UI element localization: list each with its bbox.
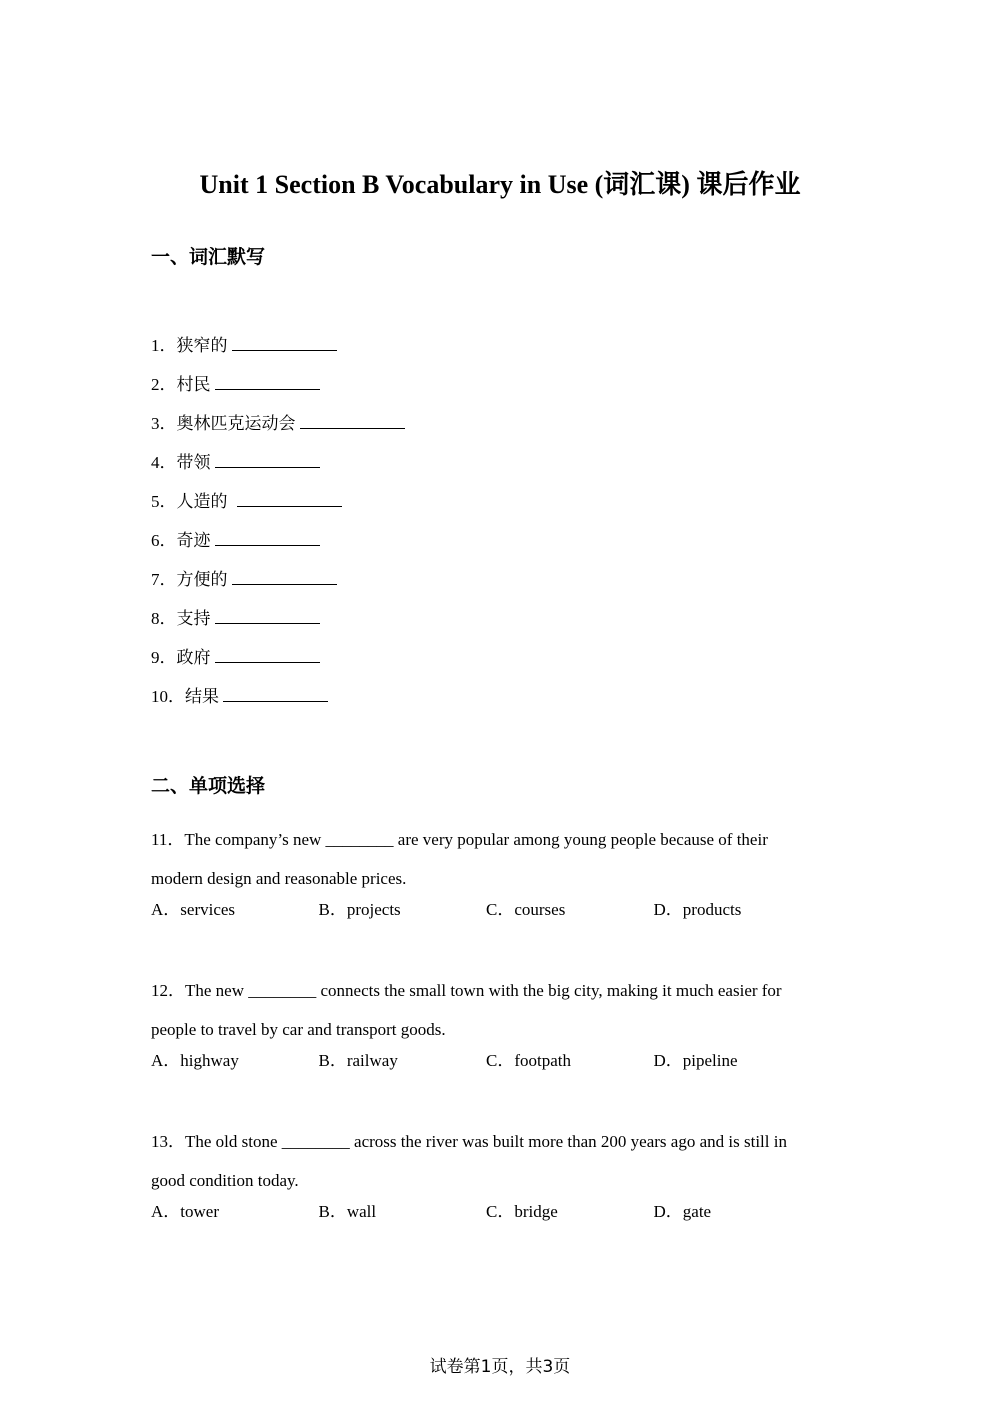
vocab-item bbox=[151, 568, 405, 607]
vocab-word: 结果 bbox=[185, 687, 219, 707]
question-11 bbox=[151, 820, 821, 926]
answer-blank[interactable] bbox=[232, 568, 337, 585]
vocab-number: 3． bbox=[151, 414, 177, 433]
answer-blank[interactable] bbox=[237, 490, 342, 507]
question-13 bbox=[151, 1122, 821, 1228]
vocab-number: 1． bbox=[151, 336, 177, 355]
vocab-word: 奥林匹克运动会 bbox=[176, 414, 296, 434]
option-b[interactable]: B．wall bbox=[318, 1202, 377, 1221]
answer-blank[interactable] bbox=[215, 373, 320, 390]
vocab-number: 9． bbox=[151, 648, 177, 667]
answer-blank[interactable] bbox=[215, 646, 320, 663]
answer-blank[interactable] bbox=[215, 607, 320, 624]
question-12 bbox=[151, 971, 821, 1077]
vocab-word: 狭窄的 bbox=[176, 336, 228, 356]
vocab-item bbox=[151, 529, 405, 568]
option-c[interactable]: C．courses bbox=[486, 900, 566, 919]
vocab-item bbox=[151, 412, 405, 451]
section-heading-multiple-choice: 二、单项选择 bbox=[151, 775, 266, 797]
question-stem: 13．The old stone ________ across the river was built more than 200 years ago and is still in good condition today. bbox=[151, 1132, 787, 1190]
vocab-number: 8． bbox=[151, 609, 177, 628]
vocabulary-list bbox=[151, 334, 405, 724]
vocab-number: 7． bbox=[151, 570, 177, 589]
option-a[interactable]: A．tower bbox=[151, 1202, 219, 1221]
vocab-item bbox=[151, 451, 405, 490]
vocab-number: 4． bbox=[151, 453, 177, 472]
vocab-word: 人造的 bbox=[176, 492, 233, 512]
page-title: Unit 1 Section B Vocabulary in Use (词汇课) 课后作业 bbox=[199, 170, 801, 199]
vocab-number: 2． bbox=[151, 375, 177, 394]
vocab-word: 支持 bbox=[176, 609, 211, 629]
vocab-word: 政府 bbox=[176, 648, 211, 668]
option-d[interactable]: D．pipeline bbox=[653, 1051, 738, 1070]
option-b[interactable]: B．railway bbox=[318, 1051, 398, 1070]
vocab-number: 6． bbox=[151, 531, 177, 550]
answer-blank[interactable] bbox=[232, 334, 337, 351]
option-b[interactable]: B．projects bbox=[318, 900, 401, 919]
option-a[interactable]: A．highway bbox=[151, 1051, 239, 1070]
vocab-word: 带领 bbox=[176, 453, 211, 473]
option-row bbox=[151, 1196, 821, 1228]
option-d[interactable]: D．products bbox=[653, 900, 742, 919]
vocab-item bbox=[151, 607, 405, 646]
option-c[interactable]: C．footpath bbox=[486, 1051, 571, 1070]
vocab-item bbox=[151, 646, 405, 685]
option-row bbox=[151, 1045, 821, 1077]
vocab-number: 10． bbox=[151, 687, 185, 706]
option-d[interactable]: D．gate bbox=[653, 1202, 712, 1221]
page-footer: 试卷第1页，共3页 bbox=[429, 1357, 571, 1377]
vocab-item bbox=[151, 490, 405, 529]
section-heading-vocabulary: 一、词汇默写 bbox=[151, 246, 266, 268]
option-row bbox=[151, 894, 821, 926]
vocab-word: 奇迹 bbox=[176, 531, 211, 551]
vocab-item bbox=[151, 685, 405, 724]
answer-blank[interactable] bbox=[215, 451, 320, 468]
vocab-number: 5． bbox=[151, 492, 177, 511]
vocab-item bbox=[151, 373, 405, 412]
question-stem: 11．The company’s new ________ are very popular among young people because of their modern design and reasonable prices. bbox=[151, 830, 768, 888]
answer-blank[interactable] bbox=[300, 412, 405, 429]
vocab-item bbox=[151, 334, 405, 373]
option-a[interactable]: A．services bbox=[151, 900, 236, 919]
vocab-word: 方便的 bbox=[176, 570, 228, 590]
option-c[interactable]: C．bridge bbox=[486, 1202, 558, 1221]
answer-blank[interactable] bbox=[215, 529, 320, 546]
answer-blank[interactable] bbox=[223, 685, 328, 702]
vocab-word: 村民 bbox=[176, 375, 211, 395]
question-stem: 12．The new ________ connects the small town with the big city, making it much easier for people to travel by car and transport goods. bbox=[151, 981, 782, 1039]
